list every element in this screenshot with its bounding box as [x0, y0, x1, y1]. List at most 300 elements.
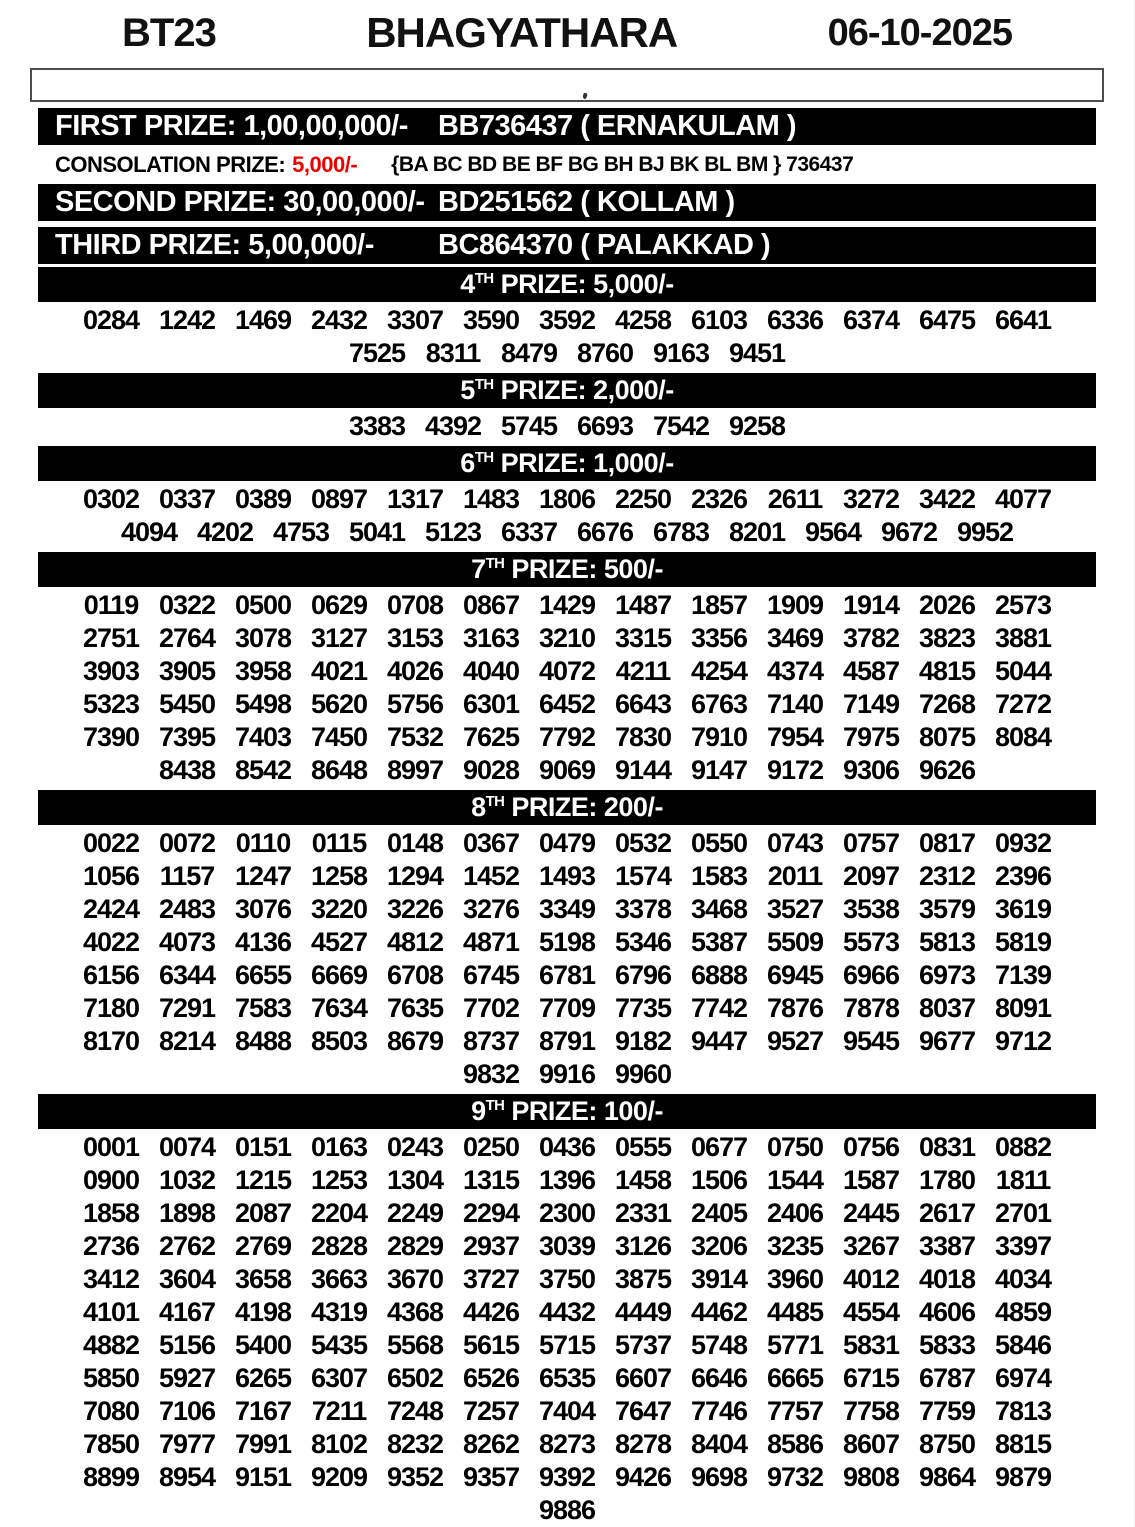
- prize-number: 3276: [462, 894, 520, 924]
- section-title: [460, 448, 673, 479]
- section-ordinal: 6: [460, 448, 475, 478]
- prize-number: 7390: [82, 722, 140, 752]
- third-prize-winner: BC864370 ( PALAKKAD ): [438, 229, 771, 261]
- prize-number: 2026: [918, 590, 976, 620]
- prize-number: 5568: [386, 1330, 444, 1360]
- prize-number: 8037: [918, 993, 976, 1023]
- prize-number: 3378: [614, 894, 672, 924]
- prize-number: 9172: [766, 755, 824, 785]
- prize-number: 4554: [842, 1297, 900, 1327]
- number-row: [38, 1058, 1096, 1091]
- number-row: [38, 1025, 1096, 1058]
- prize-number: 6888: [690, 960, 748, 990]
- prize-number: 1429: [538, 590, 596, 620]
- prize-number: 7403: [234, 722, 292, 752]
- number-row: [38, 337, 1096, 370]
- section-title: [471, 554, 663, 585]
- prize-number: 0555: [614, 1132, 672, 1162]
- prize-number: 4073: [158, 927, 216, 957]
- number-row: [38, 1395, 1096, 1428]
- prize-number: 5123: [424, 517, 482, 547]
- number-row: [38, 655, 1096, 688]
- prize-number: 2087: [234, 1198, 292, 1228]
- prize-number: 1487: [614, 590, 672, 620]
- prize-number: 2573: [994, 590, 1052, 620]
- prize-number: 4167: [158, 1297, 216, 1327]
- prize-number: 1247: [234, 861, 292, 891]
- prize-number: 6103: [690, 305, 748, 335]
- prize-number: 1056: [82, 861, 140, 891]
- number-row: [38, 1263, 1096, 1296]
- prize-number: 9545: [842, 1026, 900, 1056]
- prize-number: 8679: [386, 1026, 444, 1056]
- prize-number: 9960: [614, 1059, 672, 1089]
- prize-number: 6783: [652, 517, 710, 547]
- prize-number: 2249: [386, 1198, 444, 1228]
- prize-number: 5400: [234, 1330, 292, 1360]
- prize-number: 5509: [766, 927, 824, 957]
- prize-number: 3750: [538, 1264, 596, 1294]
- prize-number: 3958: [234, 656, 292, 686]
- prize-number: 6646: [690, 1363, 748, 1393]
- prize-number: 0001: [82, 1132, 140, 1162]
- prize-number: 6966: [842, 960, 900, 990]
- prize-number: 8438: [158, 755, 216, 785]
- prize-number: 7850: [82, 1429, 140, 1459]
- prize-number: 6156: [82, 960, 140, 990]
- prize-number: 0756: [842, 1132, 900, 1162]
- prize-number: 6974: [994, 1363, 1052, 1393]
- prize-number: 2312: [918, 861, 976, 891]
- prize-number: 3307: [386, 305, 444, 335]
- section-ordinal: 4: [460, 269, 475, 299]
- prize-number: 7450: [310, 722, 368, 752]
- prize-number: 0022: [82, 828, 140, 858]
- prize-number: 3076: [234, 894, 292, 924]
- prize-number: 3468: [690, 894, 748, 924]
- prize-numbers-block: [38, 1130, 1096, 1527]
- prize-number: 2331: [614, 1198, 672, 1228]
- prize-number: 8102: [310, 1429, 368, 1459]
- prize-number: 0302: [82, 484, 140, 514]
- prize-number: 4211: [615, 656, 671, 686]
- prize-number: 6374: [842, 305, 900, 335]
- prize-number: 7991: [234, 1429, 292, 1459]
- section-title-rest: PRIZE: 500/-: [504, 554, 663, 584]
- prize-number: 7139: [994, 960, 1052, 990]
- prize-number: 6945: [766, 960, 824, 990]
- prize-number: 6708: [386, 960, 444, 990]
- prize-number: 3412: [82, 1264, 140, 1294]
- prize-number: 7404: [538, 1396, 596, 1426]
- prize-number: 3604: [158, 1264, 216, 1294]
- number-row: [38, 860, 1096, 893]
- prize-number: 0757: [842, 828, 900, 858]
- prize-number: 3592: [538, 305, 596, 335]
- prize-number: 6265: [234, 1363, 292, 1393]
- prize-number: 3220: [310, 894, 368, 924]
- prize-number: 7792: [538, 722, 596, 752]
- prize-number: 5044: [994, 656, 1052, 686]
- prize-number: 2769: [234, 1231, 292, 1261]
- prize-number: 9916: [538, 1059, 596, 1089]
- prize-number: 9879: [994, 1462, 1052, 1492]
- section-header: [38, 373, 1096, 408]
- section-ordinal-suffix: TH: [474, 450, 494, 466]
- prize-number: 4072: [538, 656, 596, 686]
- prize-number: 1811: [995, 1165, 1051, 1195]
- consolation-label: CONSOLATION PRIZE:: [55, 151, 286, 177]
- prize-number: 6669: [310, 960, 368, 990]
- prize-number: 7830: [614, 722, 672, 752]
- prize-number: 2617: [918, 1198, 976, 1228]
- prize-number: 5346: [614, 927, 672, 957]
- prize-number: 4815: [918, 656, 976, 686]
- prize-number: 5387: [690, 927, 748, 957]
- number-row: [38, 754, 1096, 787]
- prize-number: 2300: [538, 1198, 596, 1228]
- prize-number: 7758: [842, 1396, 900, 1426]
- prize-number: 7211: [311, 1396, 367, 1426]
- prize-number: 0337: [158, 484, 216, 514]
- first-prize-label: FIRST PRIZE: 1,00,00,000/-: [55, 110, 408, 142]
- number-row: [38, 304, 1096, 337]
- prize-number: 0322: [158, 590, 216, 620]
- prize-number: 4026: [386, 656, 444, 686]
- prize-number: 9447: [690, 1026, 748, 1056]
- prize-number: 8607: [842, 1429, 900, 1459]
- prize-number: 6641: [994, 305, 1052, 335]
- prize-number: 3126: [614, 1231, 672, 1261]
- number-row: [38, 827, 1096, 860]
- prize-number: 9952: [956, 517, 1014, 547]
- second-prize-winner: BD251562 ( KOLLAM ): [438, 186, 735, 218]
- section-ordinal: 5: [460, 375, 475, 405]
- prize-number: 4101: [82, 1297, 140, 1327]
- prize-number: 1242: [158, 305, 216, 335]
- prize-number: 4527: [310, 927, 368, 957]
- prize-number: 1858: [82, 1198, 140, 1228]
- prize-number: 2483: [158, 894, 216, 924]
- prize-number: 3078: [234, 623, 292, 653]
- prize-number: 7757: [766, 1396, 824, 1426]
- prize-number: 2829: [386, 1231, 444, 1261]
- prize-number: 9426: [614, 1462, 672, 1492]
- prize-number: 3387: [918, 1231, 976, 1261]
- prize-number: 6607: [614, 1363, 672, 1393]
- prize-number: 3315: [614, 623, 672, 653]
- prize-number: 1914: [842, 590, 900, 620]
- number-row: [38, 1461, 1096, 1494]
- prize-number: 1469: [234, 305, 292, 335]
- prize-number: 5833: [918, 1330, 976, 1360]
- prize-number: 0479: [538, 828, 596, 858]
- prize-number: 3226: [386, 894, 444, 924]
- prize-number: 0831: [918, 1132, 976, 1162]
- prize-number: 5323: [82, 689, 140, 719]
- prize-sections: [0, 267, 1134, 1527]
- section-header: [38, 1094, 1096, 1129]
- prize-number: 2432: [310, 305, 368, 335]
- prize-number: 9182: [614, 1026, 672, 1056]
- prize-number: 7709: [538, 993, 596, 1023]
- prize-number: 8648: [310, 755, 368, 785]
- prize-number: 4485: [766, 1297, 824, 1327]
- prize-number: 1317: [386, 484, 444, 514]
- section-title-rest: PRIZE: 200/-: [504, 792, 663, 822]
- prize-number: 0110: [235, 828, 291, 858]
- stray-mark: [582, 93, 587, 100]
- prize-number: 7106: [158, 1396, 216, 1426]
- prize-number: 3960: [766, 1264, 824, 1294]
- prize-number: 6526: [462, 1363, 520, 1393]
- draw-date: 06-10-2025: [827, 11, 1012, 54]
- prize-number: 0074: [158, 1132, 216, 1162]
- prize-number: 0677: [690, 1132, 748, 1162]
- prize-number: 1258: [310, 861, 368, 891]
- prize-number: 5819: [994, 927, 1052, 957]
- prize-number: 7140: [766, 689, 824, 719]
- prize-number: 4432: [538, 1297, 596, 1327]
- prize-number: 7272: [994, 689, 1052, 719]
- prize-number: 8488: [234, 1026, 292, 1056]
- prize-number: 6643: [614, 689, 672, 719]
- prize-number: 4587: [842, 656, 900, 686]
- prize-number: 0817: [918, 828, 976, 858]
- number-row: [38, 483, 1096, 516]
- prize-number: 8232: [386, 1429, 444, 1459]
- prize-number: 3905: [158, 656, 216, 686]
- prize-number: 4753: [272, 517, 330, 547]
- prize-number: 0119: [83, 590, 139, 620]
- prize-number: 4606: [918, 1297, 976, 1327]
- prize-number: 1215: [234, 1165, 292, 1195]
- consolation-amount: 5,000/-: [292, 151, 358, 177]
- prize-numbers-block: [38, 482, 1096, 550]
- third-prize-label: THIRD PRIZE: 5,00,000/-: [55, 229, 374, 261]
- prize-number: 6781: [538, 960, 596, 990]
- prize-number: 7583: [234, 993, 292, 1023]
- prize-number: 4021: [310, 656, 368, 686]
- number-row: [38, 1296, 1096, 1329]
- prize-number: 4812: [386, 927, 444, 957]
- prize-number: 3235: [766, 1231, 824, 1261]
- prize-number: 9069: [538, 755, 596, 785]
- prize-numbers-block: [38, 409, 1096, 444]
- prize-number: 0284: [82, 305, 140, 335]
- prize-number: 8311: [425, 338, 481, 368]
- prize-number: 7268: [918, 689, 976, 719]
- prize-number: 7248: [386, 1396, 444, 1426]
- prize-number: 7954: [766, 722, 824, 752]
- prize-number: 3206: [690, 1231, 748, 1261]
- prize-number: 3383: [348, 411, 406, 441]
- prize-number: 3875: [614, 1264, 672, 1294]
- prize-number: 8170: [82, 1026, 140, 1056]
- prize-number: 9451: [728, 338, 786, 368]
- number-row: [38, 1164, 1096, 1197]
- number-row: [38, 1197, 1096, 1230]
- prize-number: 7746: [690, 1396, 748, 1426]
- prize-number: 4198: [234, 1297, 292, 1327]
- prize-number: 2828: [310, 1231, 368, 1261]
- prize-number: 7080: [82, 1396, 140, 1426]
- prize-number: 3881: [994, 623, 1052, 653]
- prize-number: 2250: [614, 484, 672, 514]
- prize-number: 1483: [462, 484, 520, 514]
- prize-number: 6301: [462, 689, 520, 719]
- prize-number: 0243: [386, 1132, 444, 1162]
- prize-number: 8997: [386, 755, 444, 785]
- prize-numbers-block: [38, 826, 1096, 1092]
- prize-number: 3527: [766, 894, 824, 924]
- prize-number: 5450: [158, 689, 216, 719]
- section-ordinal: 8: [471, 792, 486, 822]
- prize-number: 7395: [158, 722, 216, 752]
- prize-numbers-block: [38, 588, 1096, 788]
- prize-number: 2097: [842, 861, 900, 891]
- prize-number: 4254: [690, 656, 748, 686]
- prize-number: 5573: [842, 927, 900, 957]
- prize-number: 8542: [234, 755, 292, 785]
- prize-number: 2445: [842, 1198, 900, 1228]
- prize-number: 7813: [994, 1396, 1052, 1426]
- prize-numbers-block: [38, 303, 1096, 371]
- prize-number: 2937: [462, 1231, 520, 1261]
- prize-number: 6535: [538, 1363, 596, 1393]
- prize-number: 1857: [690, 590, 748, 620]
- prize-number: 7532: [386, 722, 444, 752]
- section-ordinal-suffix: TH: [485, 556, 505, 572]
- prize-number: 7257: [462, 1396, 520, 1426]
- prize-number: 7878: [842, 993, 900, 1023]
- prize-number: 7910: [690, 722, 748, 752]
- prize-number: 3670: [386, 1264, 444, 1294]
- prize-number: 6973: [918, 960, 976, 990]
- prize-number: 4077: [994, 484, 1052, 514]
- prize-number: 9306: [842, 755, 900, 785]
- prize-number: 0897: [310, 484, 368, 514]
- prize-number: 3127: [310, 623, 368, 653]
- prize-number: 7291: [158, 993, 216, 1023]
- prize-number: 6452: [538, 689, 596, 719]
- prize-number: 1493: [538, 861, 596, 891]
- first-prize-bar: [38, 108, 1096, 145]
- prize-number: 6337: [500, 517, 558, 547]
- prize-number: 2762: [158, 1231, 216, 1261]
- prize-number: 4012: [842, 1264, 900, 1294]
- prize-number: 7876: [766, 993, 824, 1023]
- prize-number: 0932: [994, 828, 1052, 858]
- prize-number: 8954: [158, 1462, 216, 1492]
- prize-number: 3267: [842, 1231, 900, 1261]
- prize-number: 2396: [994, 861, 1052, 891]
- section-ordinal: 9: [471, 1096, 486, 1126]
- prize-number: 1304: [386, 1165, 444, 1195]
- prize-number: 3619: [994, 894, 1052, 924]
- prize-number: 4871: [462, 927, 520, 957]
- prize-number: 6693: [576, 411, 634, 441]
- prize-number: 2751: [82, 623, 140, 653]
- prize-number: 4034: [994, 1264, 1052, 1294]
- section-ordinal: 7: [471, 554, 486, 584]
- prize-number: 1396: [538, 1165, 596, 1195]
- prize-number: 9677: [918, 1026, 976, 1056]
- prize-number: 0708: [386, 590, 444, 620]
- section-header: [38, 446, 1096, 481]
- section-title-rest: PRIZE: 1,000/-: [493, 448, 674, 478]
- number-row: [38, 926, 1096, 959]
- prize-number: 5745: [500, 411, 558, 441]
- prize-number: 5498: [234, 689, 292, 719]
- prize-number: 7759: [918, 1396, 976, 1426]
- prize-number: 0389: [234, 484, 292, 514]
- prize-number: 1583: [690, 861, 748, 891]
- prize-number: 7635: [386, 993, 444, 1023]
- section-header: [38, 790, 1096, 825]
- prize-number: 4258: [614, 305, 672, 335]
- prize-number: 1452: [462, 861, 520, 891]
- prize-number: 7975: [842, 722, 900, 752]
- prize-number: 8262: [462, 1429, 520, 1459]
- prize-number: 4426: [462, 1297, 520, 1327]
- prize-number: 5756: [386, 689, 444, 719]
- prize-number: 5156: [158, 1330, 216, 1360]
- number-row: [38, 1494, 1096, 1527]
- prize-number: 0500: [234, 590, 292, 620]
- prize-number: 5620: [310, 689, 368, 719]
- section-header: [38, 267, 1096, 302]
- prize-number: 5737: [614, 1330, 672, 1360]
- prize-number: 4449: [614, 1297, 672, 1327]
- prize-number: 3210: [538, 623, 596, 653]
- prize-number: 1898: [158, 1198, 216, 1228]
- prize-number: 4022: [82, 927, 140, 957]
- prize-number: 4018: [918, 1264, 976, 1294]
- draw-code: BT23: [122, 10, 216, 55]
- prize-number: 9163: [652, 338, 710, 368]
- prize-number: 3782: [842, 623, 900, 653]
- prize-number: 0250: [462, 1132, 520, 1162]
- second-prize-label: SECOND PRIZE: 30,00,000/-: [55, 186, 425, 218]
- prize-number: 7647: [614, 1396, 672, 1426]
- prize-number: 9258: [728, 411, 786, 441]
- prize-number: 4319: [310, 1297, 368, 1327]
- prize-number: 5615: [462, 1330, 520, 1360]
- number-row: [38, 589, 1096, 622]
- prize-number: 3658: [234, 1264, 292, 1294]
- prize-number: 0367: [462, 828, 520, 858]
- number-row: [38, 1230, 1096, 1263]
- number-row: [38, 959, 1096, 992]
- prize-number: 3663: [310, 1264, 368, 1294]
- prize-number: 6475: [918, 305, 976, 335]
- prize-number: 3039: [538, 1231, 596, 1261]
- prize-number: 9527: [766, 1026, 824, 1056]
- prize-number: 6676: [576, 517, 634, 547]
- number-row: [38, 992, 1096, 1025]
- prize-number: 3590: [462, 305, 520, 335]
- prize-number: 3538: [842, 894, 900, 924]
- prize-number: 4368: [386, 1297, 444, 1327]
- prize-number: 6336: [766, 305, 824, 335]
- prize-number: 6715: [842, 1363, 900, 1393]
- prize-number: 7542: [652, 411, 710, 441]
- prize-number: 8503: [310, 1026, 368, 1056]
- prize-number: 3903: [82, 656, 140, 686]
- prize-number: 7625: [462, 722, 520, 752]
- prize-number: 9832: [462, 1059, 520, 1089]
